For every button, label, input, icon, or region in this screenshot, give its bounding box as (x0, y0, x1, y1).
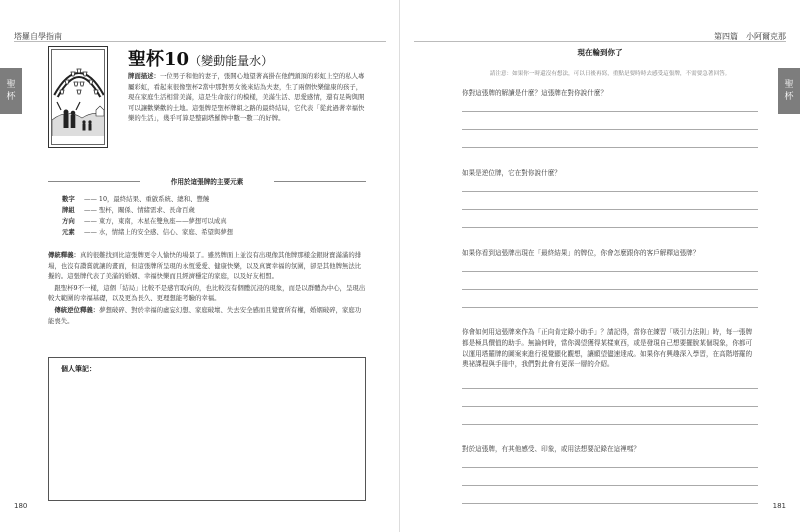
element-row-suit: 牌組 —— 聖杯，關係、情緒需求、長命百歲 (62, 206, 195, 214)
question-3: 如果你看到這張牌出現在「最終結果」的牌位，你會怎麼跟你的客戶解釋這張牌？ (462, 249, 700, 257)
answer-line[interactable] (462, 111, 758, 112)
card-description (128, 71, 366, 124)
element-row-direction: 方向 —— 東方，東南，木星在雙魚座——夢想可以成真 (62, 217, 227, 225)
header-rule (14, 41, 386, 42)
elements-section-header (48, 175, 366, 187)
answer-line[interactable] (462, 388, 758, 389)
question-1: 你對這張牌的解讀是什麼？這張牌在對你說什麼？ (462, 89, 608, 97)
answer-line[interactable] (462, 503, 758, 504)
meaning-text (48, 250, 366, 327)
question-5: 對於這張牌，有其他感受、印象，或用法想要記錄在這裡嗎？ (462, 445, 641, 453)
card-subtitle: （變動能量水） (189, 54, 274, 68)
tarot-card-image (48, 46, 108, 148)
element-row-number: 數字 —— 10，最終結果、重啟系統、總和、豐饒 (62, 195, 210, 203)
card-description-text: 一位男子和他的妻子，張開心地望著高掛在他們頭頂的彩虹上空的私人專屬彩虹，看起來很像聖杯2當中那對男女後來結為夫妻，生了兩個快樂健康的孩子，現在家庭生活相當美滿，這是生命旅行的模樣，美滿生活、思愛感情，還有足夠與開可以讓歡樂歡的土地。這張牌是聖杯牌組之路的最終結局，它代表「從此過著幸福快樂的生活」，幾乎可算是整副塔羅牌中數一數二的好牌。 (128, 72, 365, 123)
answer-line[interactable] (462, 129, 758, 130)
right-page-number: 181 (772, 502, 786, 510)
right-page (400, 0, 800, 532)
personal-notes-label: 個人筆記： (61, 365, 96, 373)
answer-line[interactable] (462, 307, 758, 308)
suit-side-tab: 聖杯 (0, 68, 22, 114)
answer-line[interactable] (462, 191, 758, 192)
header-rule (414, 41, 786, 42)
suit-side-tab: 聖杯 (778, 68, 800, 114)
answer-line[interactable] (462, 271, 758, 272)
left-page-number: 180 (14, 502, 28, 510)
personal-notes-box[interactable] (48, 357, 366, 501)
answer-line[interactable] (462, 406, 758, 407)
book-title-header: 塔羅自學指南 (14, 32, 62, 41)
chapter-title: 小阿爾克那 (746, 32, 786, 41)
answer-line[interactable] (462, 289, 758, 290)
your-turn-title: 現在輪到你了 (577, 48, 623, 57)
question-2: 如果是逆位牌，它在對你說什麼？ (462, 169, 561, 177)
card-title: 聖杯10（變動能量水） (128, 49, 274, 70)
answer-line[interactable] (462, 485, 758, 486)
question-4: 你會如何用這張牌來作為「正向肯定錄小助手」？請記得，當你在練習「吸引力法則」時，每一張牌都是極具價值的助手。無論何時，當你渴望獲得某樣東西，或是發現自己想要擺脫某個現象，你都可以運用塔羅牌的圖案來進行視覺顯化觀想，讓願望儘速達成。如果你有興趣深入學習，在高階塔羅的奧祕課程與手冊中，我們對此會有更深一層的介紹。 (462, 328, 753, 369)
section-rule-right (274, 181, 366, 182)
answer-line[interactable] (462, 424, 758, 425)
reversed-meaning: 傳統逆位釋義：夢想破碎、對於幸福的虛妄幻想、家庭破壞、失去安全感而且覺寶所有權，婚姻破碎，家庭功能喪失。 (48, 305, 362, 325)
element-row-element: 元素 —— 水，情緒上的安全感、信心、家庭、希望與夢想 (62, 228, 234, 236)
answer-line[interactable] (462, 147, 758, 148)
answer-line[interactable] (462, 467, 758, 468)
traditional-meaning-continued: 跟聖杯9不一樣，這個「結局」比較不是感官取向的，也比較沒有個體沉浸的現象，而是以群體為中心，呈現出較大範圍的幸福基礎，以及更為長久、更理想能考驗的幸福。 (48, 283, 366, 303)
elements-list (62, 194, 233, 238)
traditional-meaning: 傳統釋義：真的很難找到比這張牌更令人愉快的場景了。雖然牌面上並沒有出現像其他牌那樣金銀財寶滿滿的排場，也沒有讚賞就讓的畫面，但這張牌所呈現的永恆愛愛、健康快樂，以及真實幸福的氛圍，卻是其他牌無法比擬的。這張牌代表了美滿的婚姻、幸福快樂而且經濟穩定的家庭，以及好友相盟。 (48, 251, 362, 281)
instruction-note: 請注意：如果你一時還沒有想法，可以日後再寫，重點是要時時去感受這張牌，不需要急著回答。 (489, 71, 731, 77)
card-description-label: 牌面描述： (128, 72, 160, 80)
chapter-number: 第四篇 (714, 32, 738, 41)
answer-line[interactable] (462, 227, 758, 228)
ten-of-cups-illustration (52, 50, 105, 145)
elements-section-title: 作用於這張牌的主要元素 (170, 178, 244, 186)
answer-line[interactable] (462, 209, 758, 210)
